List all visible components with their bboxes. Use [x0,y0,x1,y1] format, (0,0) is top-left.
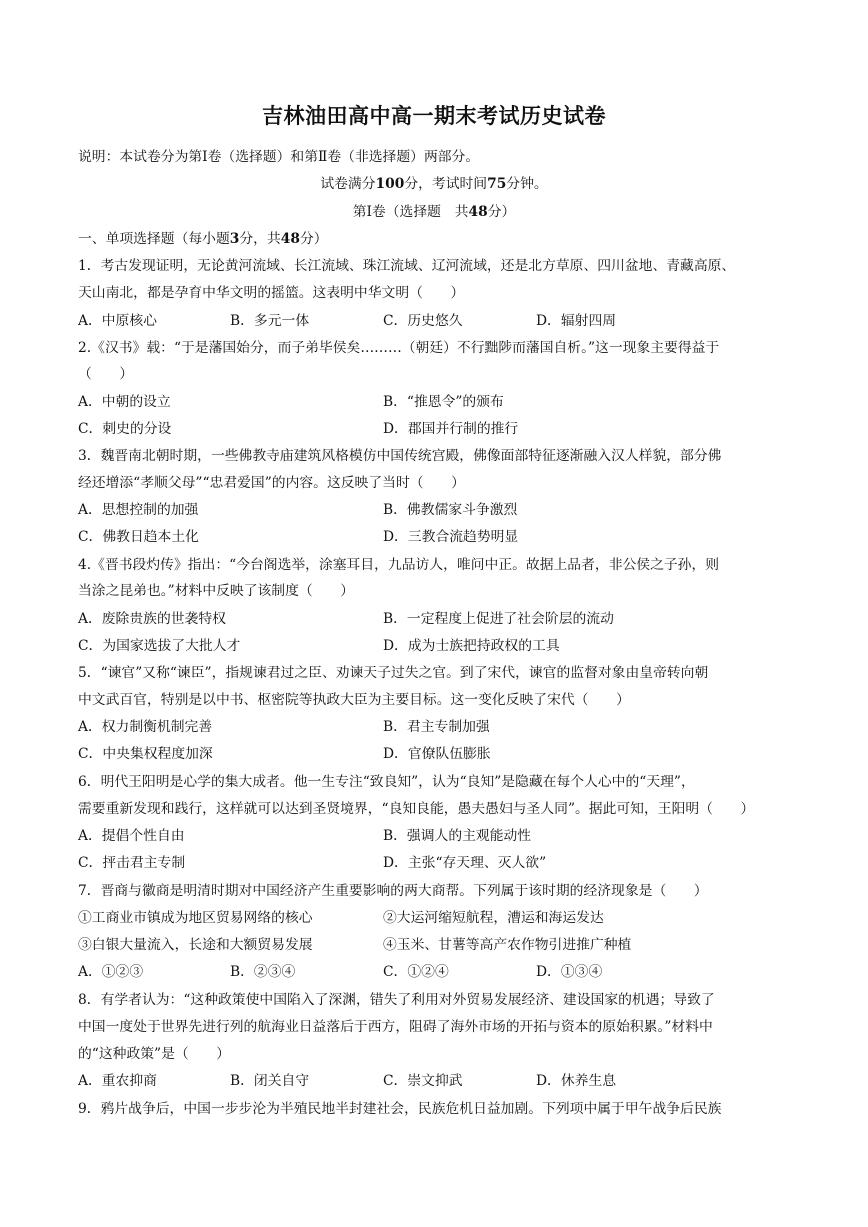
question-6-option-b[interactable]: B．强调人的主观能动性 [383,828,532,844]
question-5-stem-line-1: 5．“谏官”又称“谏臣”，指规谏君过之臣、劝谏天子过失之官。到了宋代，谏官的监督对象由皇帝转向朝 [78,665,709,681]
question-2-option-d[interactable]: D．郡国并行制的推行 [383,421,519,437]
question-4-option-b[interactable]: B．一定程度上促进了社会阶层的流动 [383,611,614,627]
total-score: 100 [375,176,405,192]
question-2-option-b[interactable]: B．“推恩令”的颁布 [383,394,504,410]
question-8-option-c[interactable]: C．崇文抑武 [383,1073,463,1089]
question-8-option-b[interactable]: B．闭关自守 [230,1073,310,1089]
section-suffix: 分） [299,231,328,247]
question-7-option-a[interactable]: A．①②③ [78,964,144,980]
question-1-stem-line-2: 天山南北，都是孕育中华文明的摇篮。这表明中华文明（ ） [78,285,465,301]
part1-suffix: 分） [487,204,516,220]
part1-label: 第Ⅰ卷（选择题 共 [352,204,469,220]
points-each: 3 [229,231,240,247]
question-1-option-c[interactable]: C．历史悠久 [383,313,463,329]
question-7-item-1: ①工商业市镇成为地区贸易网络的核心 [78,910,313,926]
section-mid: 分，共 [239,231,281,247]
question-3-stem-line-2: 经还增添“孝顺父母”“忠君爱国”的内容。这反映了当时（ ） [78,475,465,491]
question-4-stem-line-1: 4.《晋书段灼传》指出：“今台阁选举，涂塞耳目，九品访人，唯问中正。故据上品者，非公侯之子孙，则 [78,557,720,573]
question-5-stem-line-2: 中文武百官，特别是以中书、枢密院等执政大臣为主要目标。这一变化反映了宋代（ ） [78,692,630,708]
part1-score: 48 [468,204,488,220]
question-3-option-b[interactable]: B．佛教儒家斗争激烈 [383,502,518,518]
question-6-stem-line-2: 需要重新发现和践行，这样就可以达到圣贤境界，“良知良能，愚夫愚妇与圣人同”。据此可知，王阳明（ ） [78,801,755,817]
question-5-option-c[interactable]: C．中央集权程度加深 [78,746,213,762]
question-1-stem-line-1: 1．考古发现证明，无论黄河流域、长江流域、珠江流域、辽河流域，还是北方草原、四川盆地、青藏高原、 [78,258,736,274]
question-2-option-a[interactable]: A．中朝的设立 [78,394,171,410]
question-3-option-c[interactable]: C．佛教日趋本土化 [78,529,199,545]
part1-heading [0,202,868,222]
question-7-stem-line-1: 7．晋商与徽商是明清时期对中国经济产生重要影响的两大商帮。下列属于该时期的经济现象是（ ） [78,883,708,899]
question-8-stem-line-1: 8．有学者认为：“这种政策使中国陷入了深渊，错失了利用对外贸易发展经济、建设国家的机遇；导致了 [78,992,715,1008]
question-3-option-d[interactable]: D．三教合流趋势明显 [383,529,519,545]
question-4-option-d[interactable]: D．成为士族把持政权的工具 [383,638,560,654]
question-1-option-a[interactable]: A．中原核心 [78,313,157,329]
question-6-stem-line-1: 6．明代王阳明是心学的集大成者。他一生专注“致良知”，认为“良知”是隐藏在每个人心中的“天理”， [78,774,695,790]
question-1-option-d[interactable]: D．辐射四周 [536,313,617,329]
question-7-option-c[interactable]: C．①②④ [383,964,449,980]
question-2-option-c[interactable]: C．刺史的分设 [78,421,172,437]
question-6-option-a[interactable]: A．提倡个性自由 [78,828,185,844]
exam-minutes: 75 [487,176,507,192]
question-2-stem-line-2: （ ） [78,366,134,382]
question-3-stem-line-1: 3．魏晋南北朝时期，一些佛教寺庙建筑风格模仿中国传统宫殿，佛像面部特征逐渐融入汉人样貌，部分佛 [78,448,722,464]
question-6-option-d[interactable]: D．主张“存天理、灭人欲” [383,855,547,871]
question-9-stem-line-1: 9．鸦片战争后，中国一步步沦为半殖民地半封建社会，民族危机日益加剧。下列项中属于甲午战争后民族 [78,1101,722,1117]
question-6-option-c[interactable]: C．抨击君主专制 [78,855,186,871]
question-5-option-d[interactable]: D．官僚队伍膨胀 [383,746,491,762]
question-5-option-b[interactable]: B．君主专制加强 [383,719,490,735]
question-8-stem-line-3: 的“这种政策”是（ ） [78,1046,231,1062]
question-4-option-c[interactable]: C．为国家选拔了大批人才 [78,638,241,654]
section-total: 48 [280,231,300,247]
section-heading [78,229,328,249]
section-label: 一、单项选择题（每小题 [78,231,230,247]
question-7-option-d[interactable]: D．①③④ [536,964,603,980]
question-7-option-b[interactable]: B．②③④ [230,964,296,980]
question-8-stem-line-2: 中国一度处于世界先进行列的航海业日益落后于西方，阻碍了海外市场的开拓与资本的原始积累。”材料中 [78,1019,713,1035]
question-7-item-2: ②大运河缩短航程，漕运和海运发达 [383,910,604,926]
exam-instructions: 说明：本试卷分为第Ⅰ卷（选择题）和第Ⅱ卷（非选择题）两部分。 [78,149,480,165]
question-3-option-a[interactable]: A．思想控制的加强 [78,502,199,518]
question-7-item-3: ③白银大量流入，长途和大额贸易发展 [78,937,313,953]
exam-score-time [0,174,868,194]
time-label: 分，考试时间 [404,176,488,192]
question-4-option-a[interactable]: A．废除贵族的世袭特权 [78,611,226,627]
question-7-item-4: ④玉米、甘薯等高产农作物引进推广种植 [383,937,632,953]
question-2-stem-line-1: 2.《汉书》载：“于是藩国始分，而子弟毕侯矣………（朝廷）不行黜陟而藩国自析。”这一现象主要得益于 [78,340,720,356]
score-label: 试卷满分 [320,176,376,192]
minutes-suffix: 分钟。 [506,176,548,192]
question-8-option-d[interactable]: D．休养生息 [536,1073,617,1089]
exam-title: 吉林油田高中高一期末考试历史试卷 [262,103,606,128]
question-4-stem-line-2: 当涂之昆弟也。”材料中反映了该制度（ ） [78,583,355,599]
question-8-option-a[interactable]: A．重农抑商 [78,1073,157,1089]
question-1-option-b[interactable]: B．多元一体 [230,313,310,329]
question-5-option-a[interactable]: A．权力制衡机制完善 [78,719,213,735]
